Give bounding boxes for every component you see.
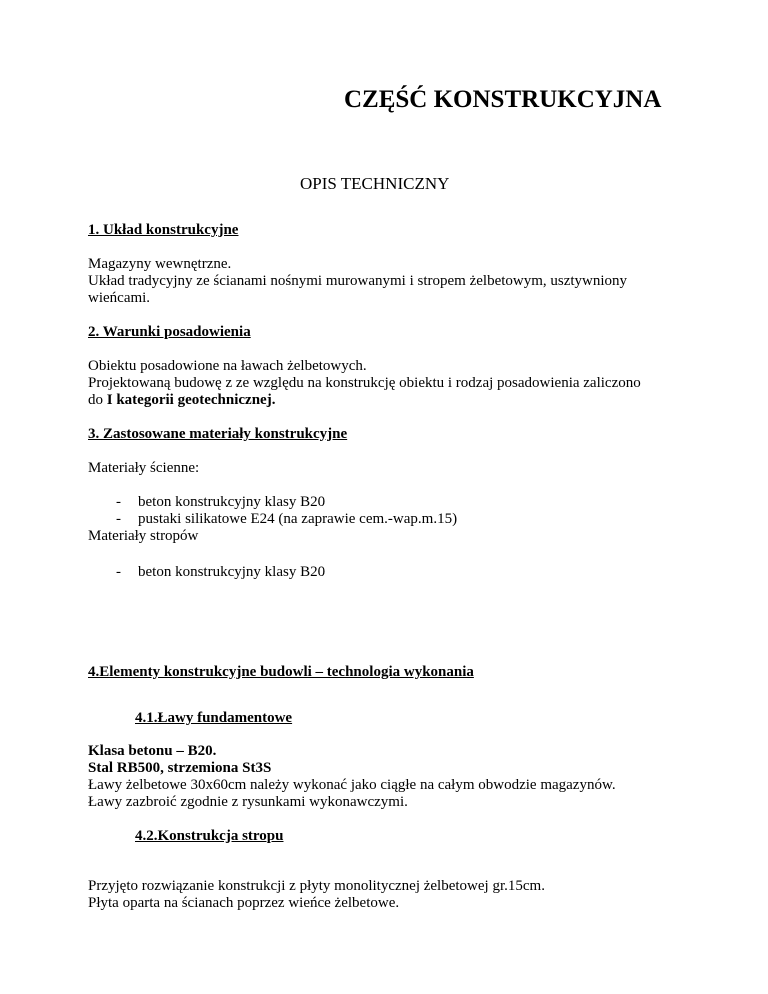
geotechnical-category: I kategorii geotechnicznej. xyxy=(106,392,276,408)
ceiling-materials-label: Materiały stropów xyxy=(88,528,199,544)
walls-materials-list xyxy=(116,494,457,528)
list-item-text: beton konstrukcyjny klasy B20 xyxy=(138,564,326,580)
section-1-line-1: Magazyny wewnętrzne. xyxy=(88,256,232,272)
subsection-4-1-line-2: Ławy zazbroić zgodnie z rysunkami wykonawczymi. xyxy=(88,794,408,810)
list-dash: - xyxy=(116,511,121,527)
section-1-heading: 1. Układ konstrukcyjne xyxy=(88,222,239,238)
subsection-4-2-line-2: Płyta oparta na ścianach poprzez wieńce żelbetowe. xyxy=(88,895,400,911)
list-item xyxy=(116,494,457,511)
walls-materials-label: Materiały ścienne: xyxy=(88,460,200,476)
concrete-class: Klasa betonu – B20. xyxy=(88,743,217,759)
section-2-heading: 2. Warunki posadowienia xyxy=(88,324,251,340)
list-item-text: pustaki silikatowe E24 (na zaprawie cem.-wap.m.15) xyxy=(138,511,458,527)
section-3-heading: 3. Zastosowane materiały konstrukcyjne xyxy=(88,426,348,442)
document-subtitle: OPIS TECHNICZNY xyxy=(300,174,450,193)
list-item-text: beton konstrukcyjny klasy B20 xyxy=(138,494,326,510)
list-dash: - xyxy=(116,494,121,510)
list-dash: - xyxy=(116,564,121,580)
subsection-4-2-line-1: Przyjęto rozwiązanie konstrukcji z płyty monolitycznej żelbetowej gr.15cm. xyxy=(88,878,545,894)
document-title: CZĘŚĆ KONSTRUKCYJNA xyxy=(344,86,662,113)
subsection-4-2-heading: 4.2.Konstrukcja stropu xyxy=(135,828,284,844)
section-1-line-2: Układ tradycyjny ze ścianami nośnymi murowanymi i stropem żelbetowym, usztywniony xyxy=(88,273,628,289)
section-2-line-2: Projektowaną budowę z ze względu na konstrukcję obiektu i rodzaj posadowienia zaliczono xyxy=(88,375,641,391)
section-4-heading: 4.Elementy konstrukcyjne budowli – technologia wykonania xyxy=(88,664,474,680)
section-2-line-3 xyxy=(88,392,275,409)
list-item xyxy=(116,564,325,581)
section-1-line-3: wieńcami. xyxy=(88,290,151,306)
ceiling-materials-list xyxy=(116,564,325,581)
section-2-line-1: Obiektu posadowione na ławach żelbetowych. xyxy=(88,358,367,374)
steel-class: Stal RB500, strzemiona St3S xyxy=(88,760,272,776)
list-item xyxy=(116,511,457,528)
subsection-4-1-heading: 4.1.Ławy fundamentowe xyxy=(135,710,293,726)
section-2-line-3-prefix: do xyxy=(88,392,107,408)
subsection-4-1-line-1: Ławy żelbetowe 30x60cm należy wykonać jako ciągłe na całym obwodzie magazynów. xyxy=(88,777,616,793)
